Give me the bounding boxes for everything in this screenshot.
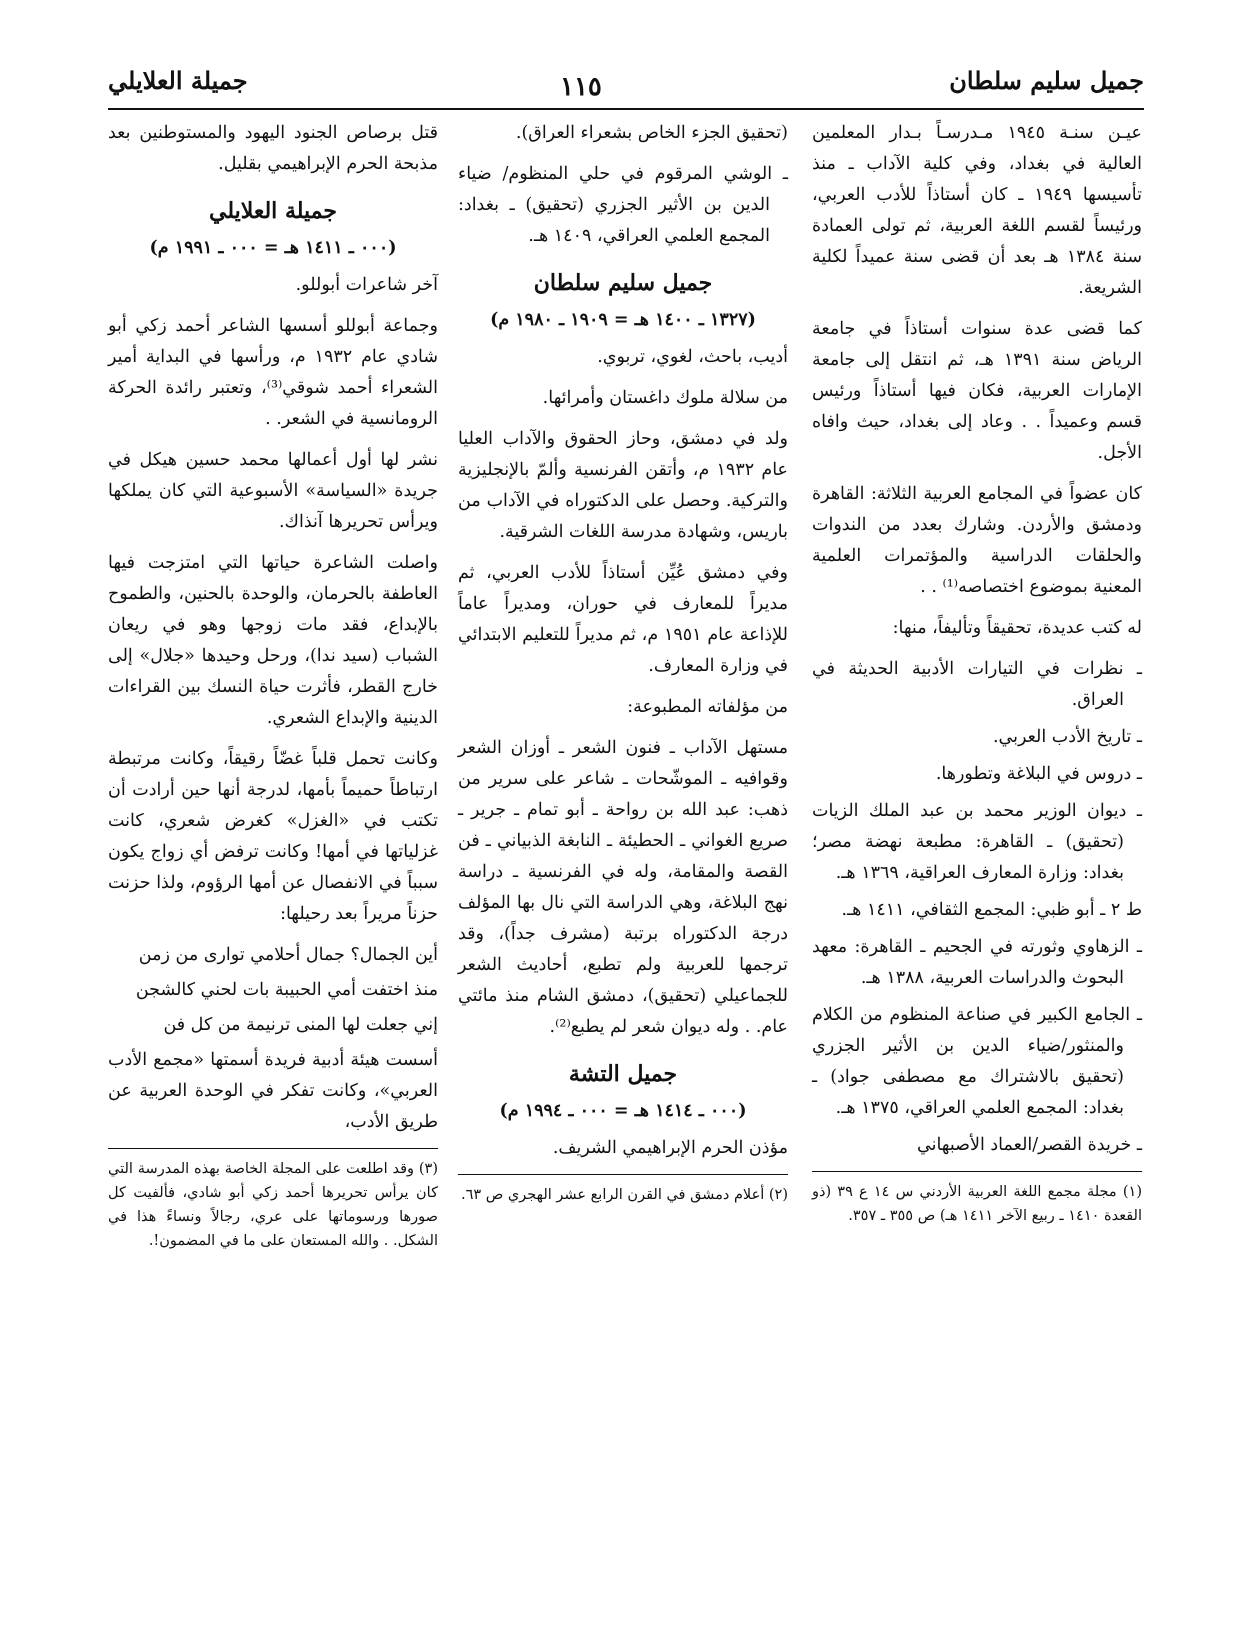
poem-verse: إني جعلت لها المنى ترنيمة من كل فن xyxy=(163,1015,438,1035)
paragraph: واصلت الشاعرة حياتها التي امتزجت فيها العاطفة بالحرمان، والوحدة بالحنين، والطموح بالإبداع، فقد مات زوجها وهو في ريعان الشباب (سيد ندا)، ورحل وحيدها «جلال» إلى خارج القطر، فأثرت حياة النسك بين القراءات الدينية والإبداع الشعري. xyxy=(108,553,438,728)
list-item: ـ ديوان الوزير محمد بن عبد الملك الزيات (تحقيق) ـ القاهرة: مطبعة نهضة مصر؛ بغداد: وزارة المعارف العراقية، ١٣٦٩ هـ. xyxy=(812,801,1142,883)
paragraph: عيـن سنـة ١٩٤٥ مـدرسـاً بـدار المعلمين العالية في بغداد، وفي كلية الآداب ـ منذ تأسيسها ١٩٤٩ ـ كان أستاذاً للأدب العربي، ورئيساً لقسم اللغة العربية، ثم تولى العمادة سنة ١٣٨٤ هـ بعد أن قضى سنة عميداً لكلية الشريعة. xyxy=(812,123,1142,298)
paragraph: نشر لها أول أعمالها محمد حسين هيكل في جريدة «السياسة» الأسبوعية التي كان يملكها ويرأس تحريرها آنذاك. xyxy=(108,450,438,532)
running-header-right: جميل سليم سلطان xyxy=(949,66,1144,95)
list-item: ـ تاريخ الأدب العربي. xyxy=(992,727,1142,747)
entry-heading: جميل سليم سلطان xyxy=(533,270,713,296)
list-item: ط ٢ ـ أبو ظبي: المجمع الثقافي، ١٤١١ هـ. xyxy=(841,900,1142,920)
list-item: ـ الزهاوي وثورته في الجحيم ـ القاهرة: معهد البحوث والدراسات العربية، ١٣٨٨ هـ. xyxy=(812,937,1142,988)
paragraph: كان عضواً في المجامع العربية الثلاثة: القاهرة ودمشق والأردن. وشارك بعدد من الندوات والحلقات الدراسية والمؤتمرات العلمية المعنية بموضوع اختصاصه⁽¹⁾ . . xyxy=(812,484,1142,597)
header-rule xyxy=(108,108,1144,110)
page-number: ١١٥ xyxy=(560,72,602,102)
paragraph: كما قضى عدة سنوات أستاذاً في جامعة الرياض سنة ١٣٩١ هـ، ثم انتقل إلى جامعة الإمارات العربية، فكان فيها أستاذاً ورئيس قسم وعميداً . . وعاد إلى بغداد، حيث وافاه الأجل. xyxy=(812,319,1142,463)
footnote-2: (٢) أعلام دمشق في القرن الرابع عشر الهجري ص ٦٣. xyxy=(458,1174,788,1207)
list-item: ـ خريدة القصر/العماد الأصبهاني xyxy=(916,1135,1142,1155)
paragraph: مستهل الآداب ـ فنون الشعر ـ أوزان الشعر وقوافيه ـ الموشّحات ـ شاعر على سرير من ذهب: عبد الله بن رواحة ـ أبو تمام ـ جرير ـ صريع الغواني ـ الحطيئة ـ النابغة الذبياني ـ فن القصة والمقامة، وله في الفرنسية ـ دراسة نهج البلاغة، وهي الدراسة التي نال بها المؤلف درجة الدكتوراه برتبة (مشرف جداً)، وقد ترجمها للعربية ولم تطبع، أحاديث الشعر للجماعيلي (تحقيق)، دمشق الشام منذ مائتي عام. . وله ديوان شعر لم يطبع⁽²⁾. xyxy=(458,738,788,1037)
column-left xyxy=(108,118,438,1253)
column-middle xyxy=(458,118,788,1207)
footnote-1: (١) مجلة مجمع اللغة العربية الأردني س ١٤ ع ٣٩ (ذو القعدة ١٤١٠ ـ ربيع الآخر ١٤١١ هـ) ص ٣٥٥ ـ ٣٥٧. xyxy=(812,1171,1142,1228)
paragraph: أسست هيئة أدبية فريدة أسمتها «مجمع الأدب العربي»، وكانت تفكر في الوحدة العربية عن طريق الأدب، xyxy=(108,1050,438,1132)
paragraph: وكانت تحمل قلباً غضّاً رقيقاً، وكانت مرتبطة ارتباطاً حميماً بأمها، لدرجة أنها حين أرادت أن تكتب في «الغزل» كغرض شعري، كانت غزلياتها في أمها! وكانت ترفض أي زواج يكون سبباً في الانفصال عن أمها الرؤوم، ولذا حزنت حزناً مريراً بعد رحيلها: xyxy=(108,749,438,924)
list-item: ـ دروس في البلاغة وتطورها. xyxy=(935,764,1142,784)
list-item: ـ الجامع الكبير في صناعة المنظوم من الكلام والمنثور/ضياء الدين بن الأثير الجزري (تحقيق بالاشتراك مع مصطفى جواد) ـ بغداد: المجمع العلمي العراقي، ١٣٧٥ هـ. xyxy=(812,1005,1142,1118)
running-header-left: جميلة العلايلي xyxy=(108,66,248,95)
paragraph: (تحقيق الجزء الخاص بشعراء العراق). xyxy=(515,123,788,143)
entry-dates: (١٣٢٧ ـ ١٤٠٠ هـ = ١٩٠٩ ـ ١٩٨٠ م) xyxy=(490,310,756,330)
paragraph: قتل برصاص الجنود اليهود والمستوطنين بعد مذبحة الحرم الإبراهيمي بقليل. xyxy=(108,123,438,174)
entry-heading: جميل التشة xyxy=(568,1061,678,1087)
paragraph: آخر شاعرات أبوللو. xyxy=(295,275,438,295)
entry-heading: جميلة العلايلي xyxy=(209,198,337,224)
paragraph: أديب، باحث، لغوي، تربوي. xyxy=(597,347,788,367)
paragraph: مؤذن الحرم الإبراهيمي الشريف. xyxy=(552,1138,788,1158)
paragraph: وفي دمشق عُيِّن أستاذاً للأدب العربي، ثم مديراً للمعارف في حوران، ومديراً عاماً للإذاعة عام ١٩٥١ م، ثم مديراً للتعليم الابتدائي في وزارة المعارف. xyxy=(458,563,788,676)
paragraph: له كتب عديدة، تحقيقاً وتأليفاً، منها: xyxy=(892,618,1142,638)
poem-verse: أين الجمال؟ جمال أحلامي توارى من زمن xyxy=(138,945,438,965)
paragraph: ولد في دمشق، وحاز الحقوق والآداب العليا عام ١٩٣٢ م، وأتقن الفرنسية وألمّ بالإنجليزية والتركية. وحصل على الدكتوراه في الآداب من باريس، وشهادة مدرسة اللغات الشرقية. xyxy=(458,429,788,542)
list-item: ـ نظرات في التيارات الأدبية الحديثة في العراق. xyxy=(812,659,1142,710)
column-right xyxy=(812,118,1142,1228)
entry-dates: (٠٠٠ ـ ١٤١٤ هـ = ٠٠٠ ـ ١٩٩٤ م) xyxy=(499,1101,747,1121)
entry-dates: (٠٠٠ ـ ١٤١١ هـ = ٠٠٠ ـ ١٩٩١ م) xyxy=(149,238,397,258)
list-item: ـ الوشي المرقوم في حلي المنظوم/ ضياء الدين بن الأثير الجزري (تحقيق) ـ بغداد: المجمع العلمي العراقي، ١٤٠٩ هـ. xyxy=(458,164,788,246)
footnote-3: (٣) وقد اطلعت على المجلة الخاصة بهذه المدرسة التي كان يرأس تحريرها أحمد زكي أبو شادي، فألفيت كل صورها ورسوماتها على عري، رجالاً ونساءً هذا في الشكل. . والله المستعان على ما في المضمون!. xyxy=(108,1148,438,1253)
paragraph: من مؤلفاته المطبوعة: xyxy=(627,697,788,717)
poem-verse: منذ اختفت أمي الحبيبة بات لحني كالشجن xyxy=(135,980,438,1000)
paragraph: وجماعة أبوللو أسسها الشاعر أحمد زكي أبو شادي عام ١٩٣٢ م، ورأسها في البداية أمير الشعراء أحمد شوقي⁽³⁾، وتعتبر رائدة الحركة الرومانسية في الشعر. . xyxy=(108,316,439,429)
paragraph: من سلالة ملوك داغستان وأمرائها. xyxy=(542,388,788,408)
